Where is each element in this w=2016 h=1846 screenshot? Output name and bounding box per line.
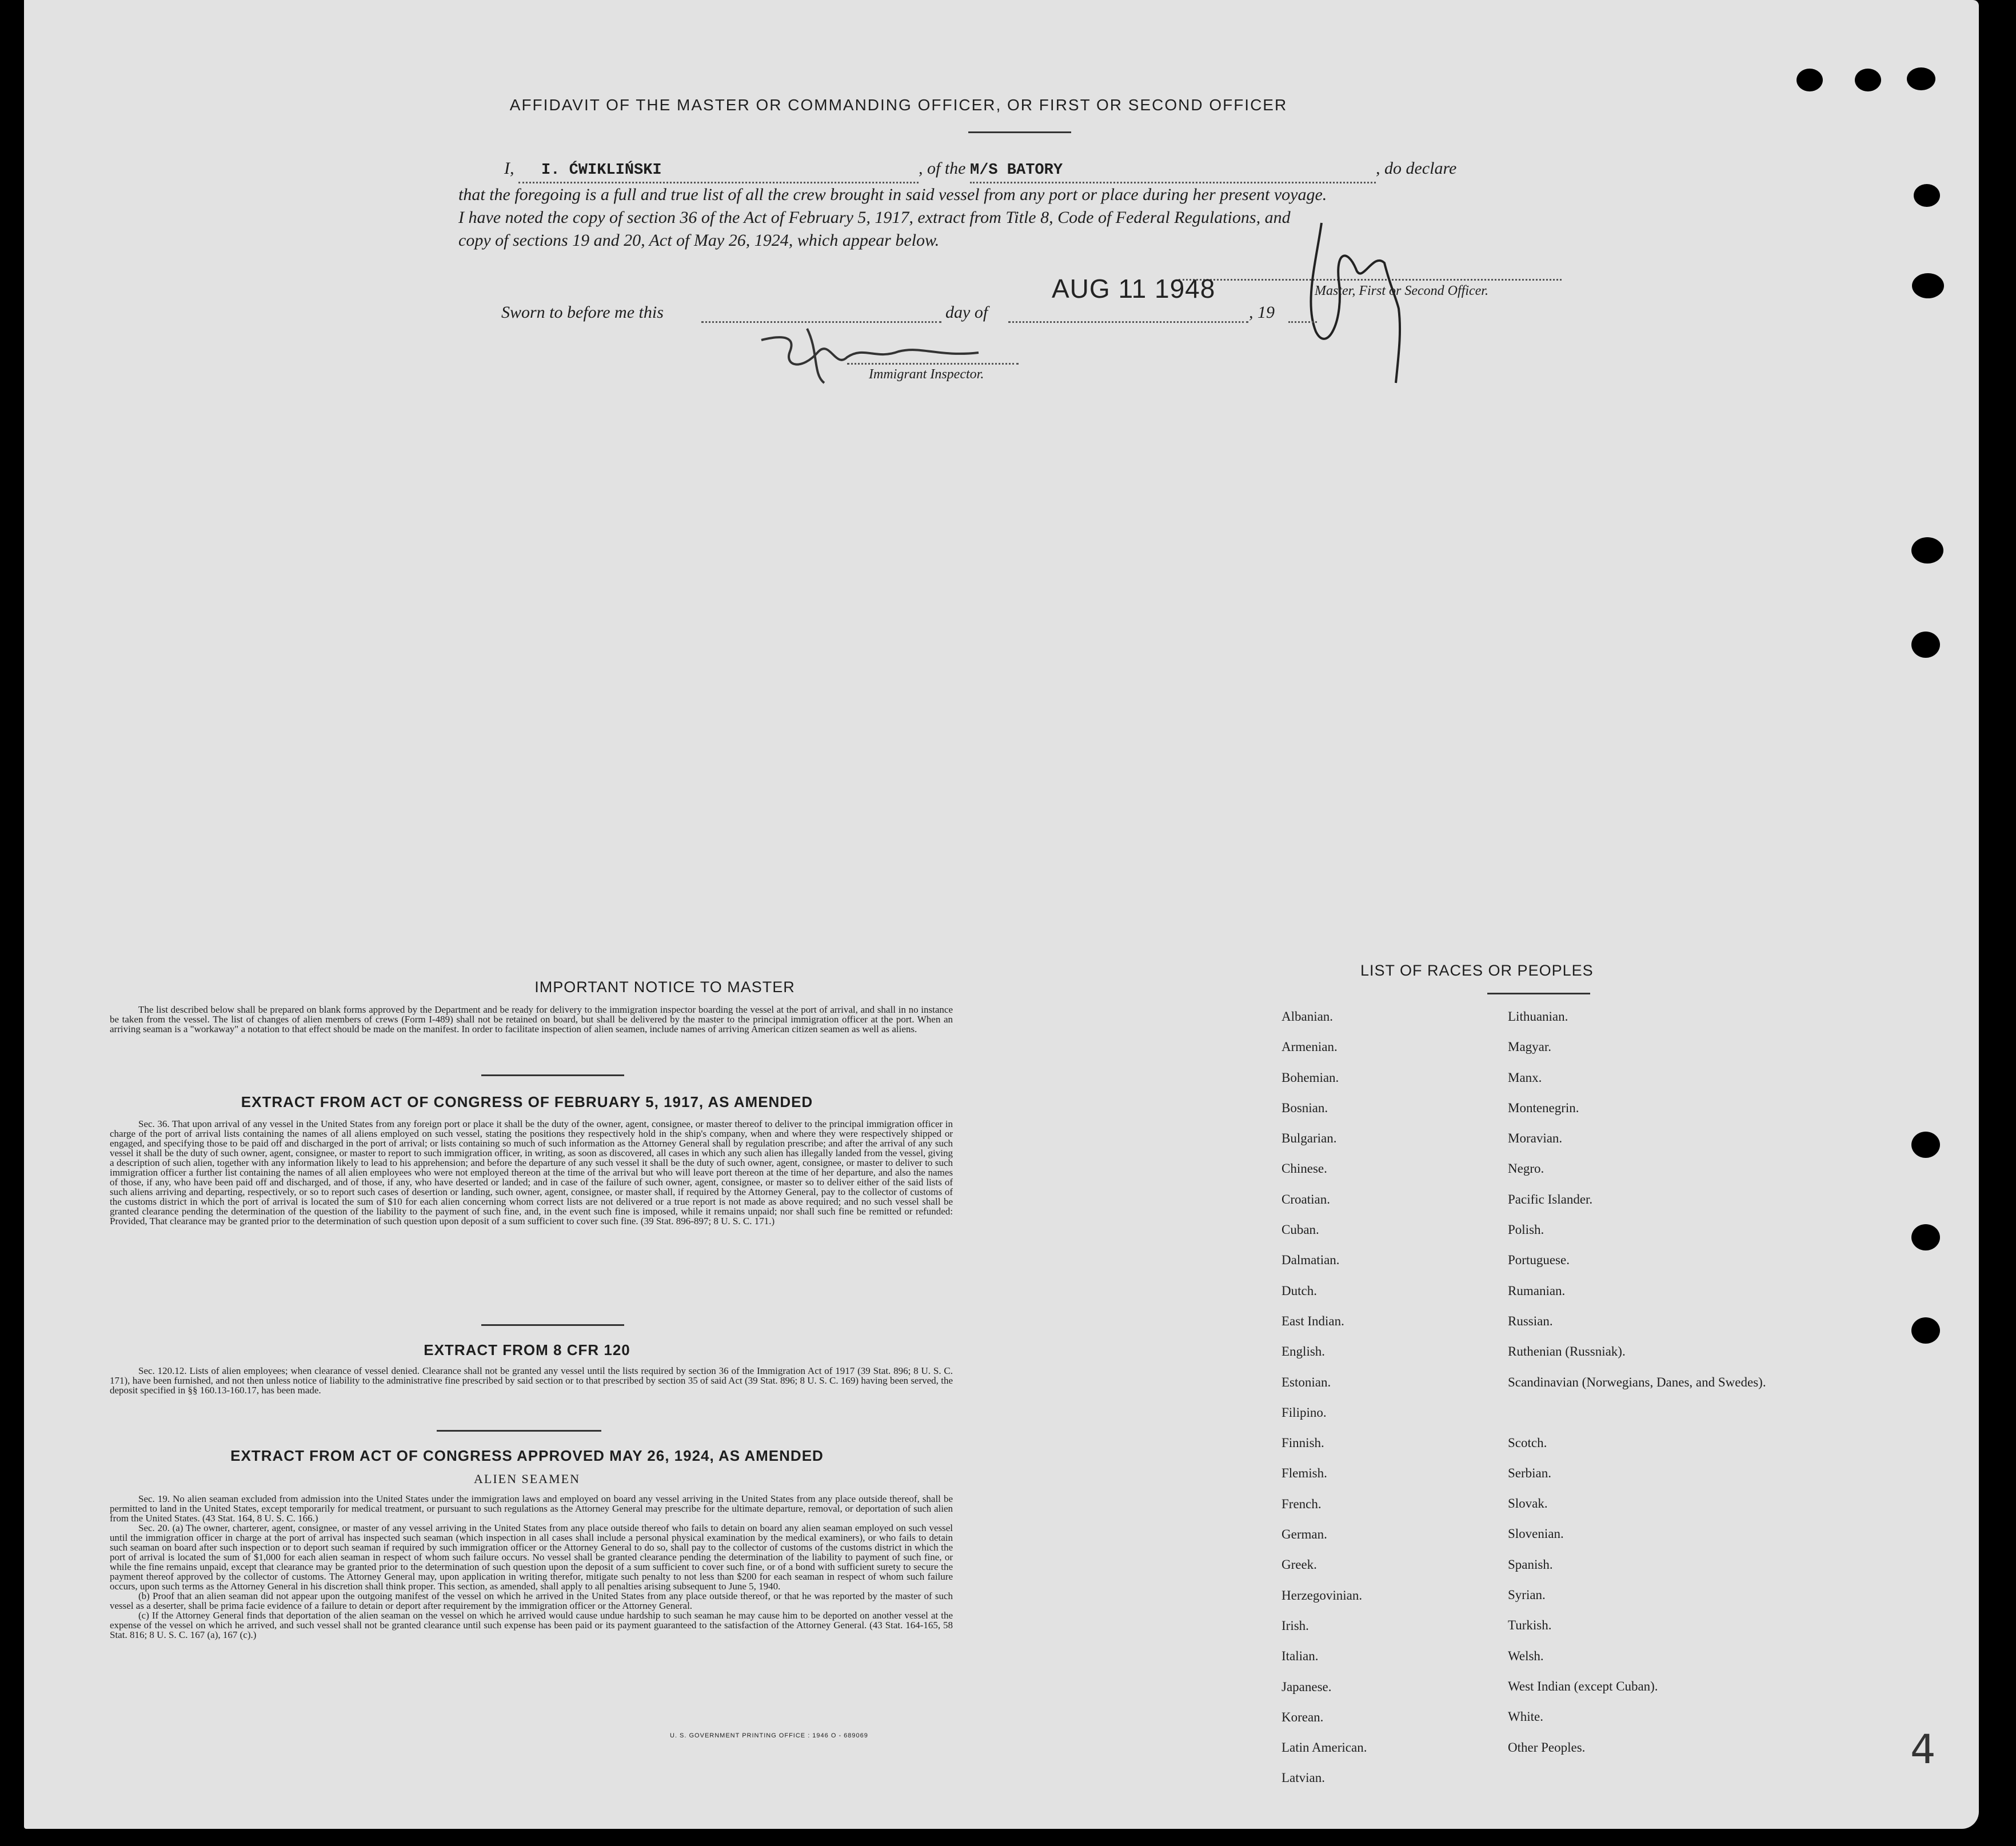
race-item: Ruthenian (Russniak). <box>1508 1344 1626 1359</box>
race-item: Slovenian. <box>1508 1527 1564 1541</box>
race-item: Polish. <box>1508 1222 1544 1237</box>
punch-hole <box>1911 1317 1940 1344</box>
affidavit-line-3: I have noted the copy of section 36 of the Act of February 5, 1917, extract from Title 8, Code of Federal Regulations, and <box>458 208 1291 227</box>
cfr-text <box>110 1366 953 1395</box>
master-caption: Master, First or Second Officer. <box>1315 283 1488 298</box>
inspector-caption: Immigrant Inspector. <box>869 367 984 382</box>
affidavit-i: I, <box>504 159 514 178</box>
notice-title: IMPORTANT NOTICE TO MASTER <box>534 978 795 996</box>
act1924-sec20c: (c) If the Attorney General finds that deportation of the alien seaman on the vessel on which he arrived would cause undue hardship to such seaman he may cause him to be deported on another vessel at the expense of the vessel on which he arrived, and such vessel shall not be granted clearance until such expense has been paid or its payment guaranteed to the satisfaction of the Attorney General. (43 Stat. 164-165, 58 Stat. 816; 8 U. S. C. 167 (a), 167 (c).) <box>110 1610 953 1640</box>
race-item: Finnish. <box>1282 1436 1324 1451</box>
punch-hole <box>1911 1224 1940 1250</box>
race-item: Chinese. <box>1282 1161 1327 1176</box>
act1917-paragraph: Sec. 36. That upon arrival of any vessel in the United States from any foreign port or place it shall be the duty of the owner, agent, consignee, or master thereof to deliver to the principal immigration officer in charge of the port of arrival lists containing the names of all aliens employed on such vessel, stating the positions they respectively hold in the ship's company, when and where they were respectively shipped or engaged, and specifying those to be paid off and discharged in the port of arrival; or lists containing so much of such information as the Attorney General shall by regulation prescribe; and after the arrival of any such vessel it shall be the duty of such owner, agent, consignee, or master to report to such immigration officer, in writing, as soon as discovered, all cases in which any such alien has illegally landed from the vessel, giving a description of such alien, together with any information likely to lead to his apprehension; and before the departure of any such vessel it shall be the duty of such owner, agent, consignee, or master to deliver to such immigration officer a further list containing the names of all alien employees who were not employed thereon at the time of the arrival but who will leave port thereon at the time of her departure, and also the names of those, if any, who have been paid off and discharged, and of those, if any, who have deserted or landed; and in case of the failure of such owner, agent, consignee, or master so to deliver either of the said lists of such aliens arriving and departing, respectively, or so to report such cases of desertion or landing, such owner, agent, consignee, or master shall, if required by the Attorney General, pay to the collector of customs of the customs district in which the port of arrival is located the sum of $10 for each alien concerning whom correct lists are not delivered or a true report is not made as above required; and no such vessel shall be granted clearance pending the determination of the question of the liability to the payment of such fine, and, in the event such fine is imposed, while it remains unpaid; nor shall such fine be remitted or refunded: Provided, That clearance may be granted prior to the determination of such question upon deposit of a sum sufficient to cover such fine. (39 Stat. 896-897; 8 U. S. C. 171.) <box>110 1118 953 1226</box>
master-name-field <box>518 157 919 183</box>
race-item: Manx. <box>1508 1070 1542 1085</box>
race-item: Italian. <box>1282 1649 1319 1664</box>
race-item: Scotch. <box>1508 1435 1547 1450</box>
race-item: Latvian. <box>1282 1771 1325 1785</box>
race-item: Syrian. <box>1508 1588 1546 1603</box>
of-the-label: , of the <box>919 159 966 178</box>
act1917-text <box>110 1119 953 1226</box>
race-item: Scandinavian (Norwegians, Danes, and Swedes). <box>1508 1374 1766 1389</box>
punch-hole <box>1911 1132 1940 1158</box>
race-item: Rumanian. <box>1508 1283 1566 1298</box>
punch-hole <box>1907 67 1935 90</box>
notice-rule <box>481 1074 624 1076</box>
race-item: Spanish. <box>1508 1557 1553 1572</box>
sworn-month-line <box>1008 321 1248 323</box>
race-item: Russian. <box>1508 1313 1553 1328</box>
punch-hole <box>1911 537 1943 564</box>
race-item: Magyar. <box>1508 1040 1552 1054</box>
act1924-sec20a: Sec. 20. (a) The owner, charterer, agent, consignee, or master of any vessel arriving in the United States from any place outside thereof who fails to detain on board any alien seaman employed on such vessel until the immigration officer in charge at the port of arrival has inspected such seaman (which inspection in all cases shall include a personal physical examination by the medical examiners), or who fails to detain such seaman on board after such inspection or to deport such seaman if required by such immigration officer or the Attorney General to do so, shall pay to the collector of customs of the customs district in which the port of arrival is located the sum of $1,000 for each alien seaman in respect of whom such failure occurs. No vessel shall be granted clearance pending the determination of the liability to payment of such fine, or while the fine remains unpaid, except that clearance may be granted prior to the determination of such question upon the deposit of a sum sufficient to cover such fine, or of a bond with sufficient surety to secure the payment thereof approved by the collector of customs. The Attorney General may, upon application in writing therefor, mitigate such penalty to not less than $200 for each seaman in respect of whom such failure occurs, upon such terms as the Attorney General in his discretion shall think proper. This section, as amended, shall apply to all penalties arising subsequent to June 5, 1940. <box>110 1523 953 1592</box>
punch-hole <box>1911 632 1940 658</box>
affidavit-line-4: copy of sections 19 and 20, Act of May 26, 1924, which appear below. <box>458 231 940 250</box>
race-item: Dalmatian. <box>1282 1253 1340 1268</box>
race-item: Bosnian. <box>1282 1100 1328 1115</box>
race-item: Latin American. <box>1282 1740 1367 1755</box>
notice-text <box>110 1005 953 1034</box>
cfr-paragraph: Sec. 120.12. Lists of alien employees; when clearance of vessel denied. Clearance shall not be granted any vessel until the lists required by section 36 of the Immigration Act of 1917 (39 Stat. 896; 8 U. S. C. 171), have been furnished, and not then unless notice of liability to the administrative fine prescribed by said section or to that prescribed by section 35 of said Act (39 Stat. 896; 8 U. S. C. 169) having been served, the deposit specified in §§ 160.13-160.17, has been made. <box>110 1365 953 1396</box>
race-item: Welsh. <box>1508 1648 1544 1663</box>
race-item: Slovak. <box>1508 1496 1548 1511</box>
race-item: Flemish. <box>1282 1466 1327 1481</box>
do-declare-label: , do declare <box>1376 159 1457 178</box>
master-name: I. ĆWIKLIŃSKI <box>541 162 662 179</box>
act1917-title: EXTRACT FROM ACT OF CONGRESS OF FEBRUARY 5, 1917, AS AMENDED <box>241 1093 813 1110</box>
race-item: Filipino. <box>1282 1405 1327 1420</box>
race-item: French. <box>1282 1496 1322 1511</box>
notice-paragraph: The list described below shall be prepared on blank forms approved by the Department and be ready for delivery to the immigration inspector boarding the vessel at the port of arrival, and shall in no instance be taken from the vessel. The list of changes of alien members of crews (Form I-489) shall not be retained on board, but shall be delivered by the master to the principal immigration officer at the port. When an arriving seaman is a "workaway" a notation to that effect should be made on the manifest. In order to facilitate inspection of alien seamen, include names of arriving American citizen seamen as well as aliens. <box>110 1004 953 1034</box>
day-of-label: day of <box>945 303 988 322</box>
race-item: Bohemian. <box>1282 1070 1339 1085</box>
act1924-text <box>110 1494 953 1640</box>
race-item: Greek. <box>1282 1557 1317 1572</box>
heading-rule <box>968 131 1071 133</box>
vessel-name: M/S BATORY <box>970 162 1063 179</box>
act1924-sec19: Sec. 19. No alien seaman excluded from admission into the United States under the immigration laws and employed on board any vessel arriving in the United States from any place outside thereof, shall be permitted to land in the United States, except temporarily for medical treatment, or pursuant to such regulations as the Attorney General may prescribe for the ultimate departure, removal, or deportation of such alien from the United States. (43 Stat. 164, 8 U. S. C. 166.) <box>110 1493 953 1524</box>
race-item: Irish. <box>1282 1618 1309 1633</box>
race-item: Bulgarian. <box>1282 1131 1337 1146</box>
cfr-title: EXTRACT FROM 8 CFR 120 <box>424 1341 630 1358</box>
race-item: Lithuanian. <box>1508 1009 1568 1024</box>
race-item: Montenegrin. <box>1508 1100 1579 1115</box>
race-item: Croatian. <box>1282 1192 1330 1206</box>
race-item: Pacific Islander. <box>1508 1192 1593 1206</box>
affidavit-line-2: that the foregoing is a full and true list of all the crew brought in said vessel from any port or place during her present voyage. <box>458 185 1327 204</box>
form-page <box>24 0 1979 1829</box>
cfr-rule <box>437 1430 601 1432</box>
vessel-name-field <box>970 157 1376 183</box>
date-stamp: AUG 11 1948 <box>1052 274 1216 303</box>
races-column-1 <box>1282 1009 1510 1801</box>
races-column-2 <box>1508 1009 1805 1771</box>
race-item: West Indian (except Cuban). <box>1508 1679 1658 1693</box>
race-item: Dutch. <box>1282 1283 1317 1298</box>
year-prefix: , 19 <box>1249 303 1275 322</box>
printer-line: U. S. GOVERNMENT PRINTING OFFICE : 1946 O - 689069 <box>670 1732 868 1739</box>
race-item: Negro. <box>1508 1161 1544 1176</box>
races-title: LIST OF RACES OR PEOPLES <box>1360 962 1594 979</box>
race-item: Albanian. <box>1282 1009 1334 1024</box>
race-item: Serbian. <box>1508 1465 1552 1480</box>
race-item: Turkish. <box>1508 1618 1552 1633</box>
race-item: Korean. <box>1282 1709 1324 1724</box>
race-item: White. <box>1508 1709 1543 1724</box>
inspector-signature-line <box>847 363 1019 365</box>
affidavit-heading: AFFIDAVIT OF THE MASTER OR COMMANDING OFFICER, OR FIRST OR SECOND OFFICER <box>509 96 1288 114</box>
race-item: Portuguese. <box>1508 1253 1570 1268</box>
punch-hole <box>1914 184 1940 207</box>
master-signature <box>1293 217 1464 389</box>
race-item: East Indian. <box>1282 1313 1344 1328</box>
race-item: Estonian. <box>1282 1374 1331 1389</box>
sworn-label: Sworn to before me this <box>501 303 664 322</box>
punch-hole <box>1797 69 1823 91</box>
act1924-sec20b: (b) Proof that an alien seaman did not appear upon the outgoing manifest of the vessel on which he arrived in the United States from any place outside thereof, or that he was reported by the master of such vessel as a deserter, shall be prima facie evidence of a failure to detain or deport after requirement by the immigration officer or the Attorney General. <box>110 1591 953 1611</box>
act1924-title: EXTRACT FROM ACT OF CONGRESS APPROVED MAY 26, 1924, AS AMENDED <box>230 1447 824 1464</box>
races-rule <box>1487 993 1590 994</box>
race-item: Japanese. <box>1282 1679 1332 1694</box>
race-item: Cuban. <box>1282 1222 1319 1237</box>
act1917-rule <box>481 1324 624 1326</box>
sworn-year-line <box>1288 321 1317 323</box>
races-list <box>1282 1009 1853 1792</box>
punch-hole <box>1912 273 1944 298</box>
race-item: German. <box>1282 1527 1327 1542</box>
race-item: Armenian. <box>1282 1040 1338 1054</box>
race-item: Other Peoples. <box>1508 1740 1586 1755</box>
punch-hole <box>1855 69 1881 91</box>
act1924-subtitle: ALIEN SEAMEN <box>474 1472 580 1486</box>
race-item: Herzegovinian. <box>1282 1588 1363 1603</box>
race-item: English. <box>1282 1344 1326 1359</box>
race-item: Moravian. <box>1508 1131 1563 1146</box>
page-mark: 4 <box>1910 1726 1936 1773</box>
